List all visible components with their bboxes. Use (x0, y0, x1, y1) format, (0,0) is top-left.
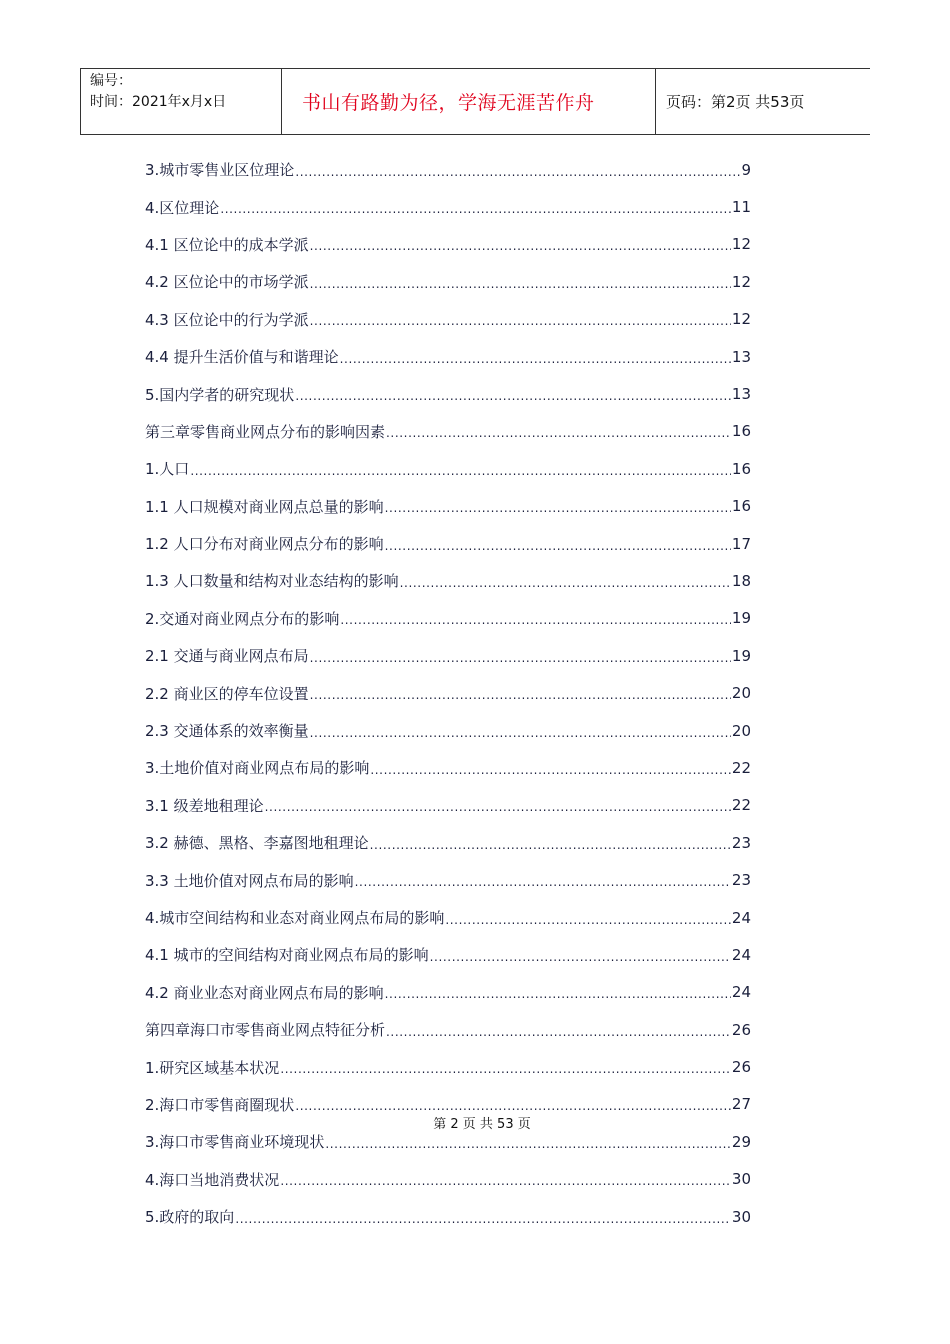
toc-entry-page: 13 (731, 385, 751, 404)
toc-leader-dots (265, 800, 731, 814)
toc-entry-title: 1.1 人口规模对商业网点总量的影响 (145, 497, 384, 516)
toc-entry-page: 11 (731, 198, 751, 217)
toc-entry[interactable] (145, 824, 751, 861)
header-motto: 书山有路勤为径，学海无涯苦作舟 (302, 92, 595, 114)
toc-entry[interactable] (145, 749, 751, 786)
toc-entry-page: 17 (731, 534, 751, 553)
toc-entry[interactable] (145, 488, 751, 525)
toc-entry-page: 23 (731, 833, 751, 852)
header-page-cell (656, 69, 870, 134)
toc-entry-page: 19 (731, 646, 751, 665)
toc-entry-page: 26 (731, 1058, 751, 1077)
toc-entry-title: 4.3 区位论中的行为学派 (145, 310, 309, 329)
toc-entry-title: 5.政府的取向 (145, 1208, 235, 1227)
toc-entry-page: 30 (731, 1207, 751, 1226)
toc-entry-title: 5.国内学者的研究现状 (145, 385, 295, 404)
time-label: 时间：2021年x月x日 (90, 94, 227, 110)
header-meta-cell (81, 69, 282, 134)
toc-leader-dots (355, 875, 731, 889)
number-label: 编号： (90, 73, 132, 89)
toc-entry[interactable] (145, 1048, 751, 1085)
toc-entry-title: 第三章零售商业网点分布的影响因素 (145, 422, 386, 441)
toc-leader-dots (340, 352, 731, 366)
toc-entry-page: 24 (731, 945, 751, 964)
toc-entry[interactable] (145, 600, 751, 637)
toc-leader-dots (295, 1099, 731, 1113)
toc-leader-dots (430, 950, 731, 964)
table-of-contents (145, 151, 751, 1235)
toc-leader-dots (385, 501, 731, 515)
document-header (80, 68, 870, 135)
toc-leader-dots (386, 426, 731, 440)
header-page-info: 页码：第2页 共53页 (666, 93, 805, 111)
toc-entry-page: 22 (731, 758, 751, 777)
toc-entry-page: 16 (731, 497, 751, 516)
toc-entry[interactable] (145, 1011, 751, 1048)
toc-leader-dots (325, 1137, 731, 1151)
toc-leader-dots (310, 651, 731, 665)
toc-leader-dots (295, 165, 740, 179)
toc-leader-dots (445, 913, 731, 927)
toc-entry[interactable] (145, 1198, 751, 1235)
toc-leader-dots (370, 838, 731, 852)
toc-entry-page: 18 (731, 571, 751, 590)
toc-leader-dots (295, 389, 731, 403)
toc-entry-title: 1.研究区域基本状况 (145, 1058, 280, 1077)
toc-leader-dots (280, 1062, 731, 1076)
toc-entry-title: 4.1 区位论中的成本学派 (145, 235, 309, 254)
toc-entry-page: 16 (731, 422, 751, 441)
toc-entry-title: 1.2 人口分布对商业网点分布的影响 (145, 535, 384, 554)
toc-entry-title: 2.3 交通体系的效率衡量 (145, 722, 309, 741)
toc-entry-page: 19 (731, 609, 751, 628)
toc-entry[interactable] (145, 974, 751, 1011)
toc-entry[interactable] (145, 151, 751, 188)
toc-leader-dots (310, 277, 731, 291)
toc-entry[interactable] (145, 674, 751, 711)
toc-entry-page: 24 (731, 908, 751, 927)
toc-entry[interactable] (145, 637, 751, 674)
toc-entry-page: 16 (731, 459, 751, 478)
toc-entry-title: 3.2 赫德、黑格、李嘉图地租理论 (145, 834, 369, 853)
toc-entry-page: 26 (731, 1020, 751, 1039)
toc-entry-page: 12 (731, 310, 751, 329)
toc-entry-title: 3.城市零售业区位理论 (145, 161, 295, 180)
toc-entry-page: 30 (731, 1170, 751, 1189)
toc-leader-dots (310, 726, 731, 740)
toc-entry[interactable] (145, 226, 751, 263)
toc-entry-title: 4.区位理论 (145, 198, 220, 217)
toc-entry-title: 3.海口市零售商业环境现状 (145, 1133, 325, 1152)
toc-entry[interactable] (145, 787, 751, 824)
toc-leader-dots (400, 576, 731, 590)
toc-entry-title: 2.海口市零售商圈现状 (145, 1095, 295, 1114)
toc-entry[interactable] (145, 188, 751, 225)
toc-entry[interactable] (145, 263, 751, 300)
toc-leader-dots (370, 763, 731, 777)
toc-entry-title: 1.人口 (145, 460, 190, 479)
toc-leader-dots (340, 613, 731, 627)
toc-entry-title: 4.2 区位论中的市场学派 (145, 273, 309, 292)
toc-leader-dots (220, 202, 731, 216)
toc-entry[interactable] (145, 301, 751, 338)
toc-entry-title: 3.土地价值对商业网点布局的影响 (145, 759, 370, 778)
header-motto-cell (282, 69, 656, 134)
toc-entry-page: 27 (731, 1095, 751, 1114)
toc-entry-title: 4.1 城市的空间结构对商业网点布局的影响 (145, 946, 429, 965)
toc-entry-page: 12 (731, 272, 751, 291)
toc-entry-page: 20 (731, 684, 751, 703)
toc-leader-dots (235, 1212, 731, 1226)
toc-entry-title: 2.交通对商业网点分布的影响 (145, 609, 340, 628)
toc-entry[interactable] (145, 936, 751, 973)
toc-entry[interactable] (145, 1086, 751, 1123)
toc-entry-page: 20 (731, 721, 751, 740)
toc-entry[interactable] (145, 861, 751, 898)
toc-entry-title: 4.4 提升生活价值与和谐理论 (145, 348, 339, 367)
toc-entry-title: 1.3 人口数量和结构对业态结构的影响 (145, 572, 399, 591)
toc-entry-title: 第四章海口市零售商业网点特征分析 (145, 1021, 386, 1040)
toc-leader-dots (385, 539, 731, 553)
toc-leader-dots (310, 239, 731, 253)
toc-entry[interactable] (145, 413, 751, 450)
toc-entry-title: 3.1 级差地租理论 (145, 796, 264, 815)
toc-entry-page: 12 (731, 235, 751, 254)
toc-entry-page: 13 (731, 347, 751, 366)
toc-entry-title: 3.3 土地价值对网点布局的影响 (145, 871, 354, 890)
footer-page-number: 第 2 页 共 53 页 (433, 1117, 531, 1132)
toc-entry-page: 9 (741, 160, 751, 179)
toc-entry[interactable] (145, 899, 751, 936)
toc-leader-dots (190, 464, 731, 478)
toc-leader-dots (385, 987, 731, 1001)
toc-entry[interactable] (145, 525, 751, 562)
toc-entry[interactable] (145, 338, 751, 375)
toc-entry-title: 4.城市空间结构和业态对商业网点布局的影响 (145, 909, 445, 927)
toc-entry[interactable] (145, 375, 751, 412)
toc-entry-page: 23 (731, 871, 751, 890)
toc-entry-title: 2.1 交通与商业网点布局 (145, 647, 309, 666)
toc-leader-dots (386, 1025, 731, 1039)
toc-leader-dots (310, 688, 731, 702)
toc-entry[interactable] (145, 1161, 751, 1198)
toc-entry-title: 2.2 商业区的停车位设置 (145, 684, 309, 703)
toc-entry-page: 22 (731, 796, 751, 815)
toc-entry[interactable] (145, 712, 751, 749)
toc-entry-title: 4.2 商业业态对商业网点布局的影响 (145, 983, 384, 1002)
toc-entry[interactable] (145, 562, 751, 599)
toc-entry-title: 4.海口当地消费状况 (145, 1170, 280, 1189)
toc-leader-dots (280, 1174, 731, 1188)
toc-entry[interactable] (145, 450, 751, 487)
toc-entry-page: 24 (731, 983, 751, 1002)
toc-leader-dots (310, 314, 731, 328)
toc-entry-page: 29 (731, 1132, 751, 1151)
toc-entry[interactable] (145, 1123, 751, 1160)
